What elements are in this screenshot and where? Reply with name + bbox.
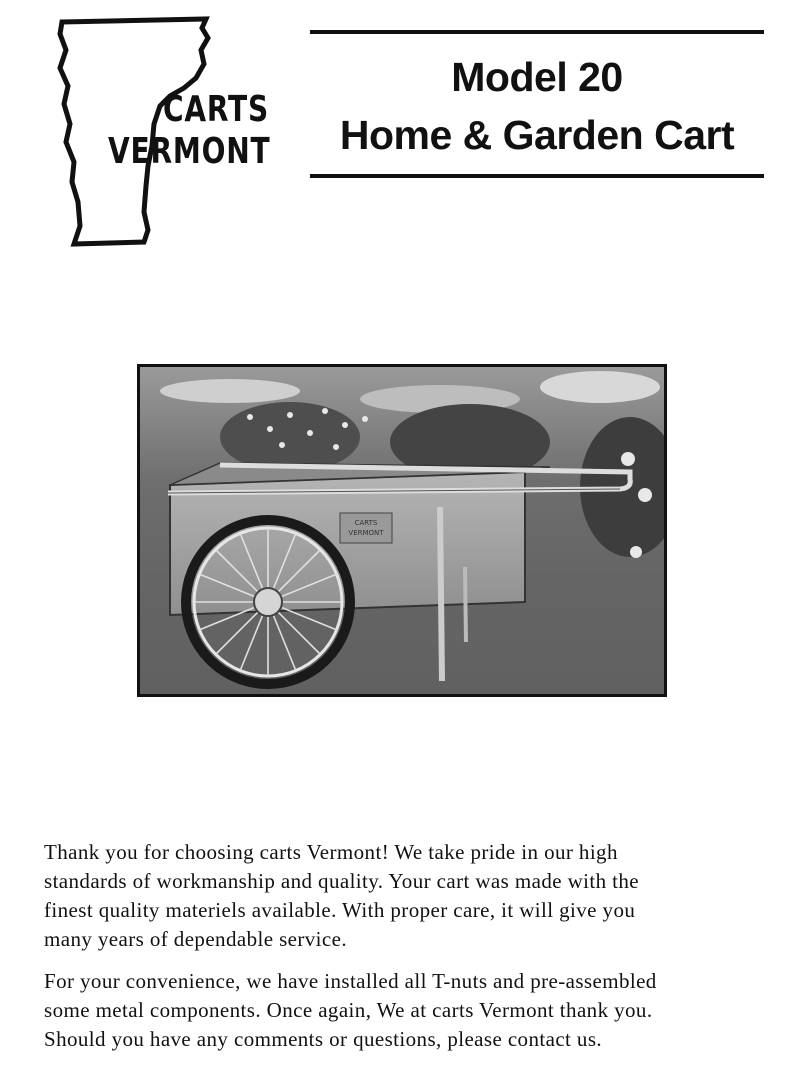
logo-text-vermont: VERMONT bbox=[108, 131, 271, 172]
title-block bbox=[310, 30, 764, 178]
rock-shape bbox=[540, 371, 660, 403]
logo-text-carts: CARTS bbox=[163, 89, 269, 130]
model-title: Model 20 bbox=[451, 54, 623, 100]
title-bottom-rule bbox=[310, 174, 764, 178]
intro-text bbox=[44, 838, 774, 1067]
intro-p1-line: finest quality materiels available. With proper care, it will give you bbox=[44, 898, 636, 922]
intro-p2-line: some metal components. Once again, We at carts Vermont thank you. bbox=[44, 998, 653, 1022]
cart-leg bbox=[440, 507, 442, 681]
cart-label-line1: CARTS bbox=[354, 519, 378, 527]
cart-label-plate bbox=[340, 513, 392, 543]
title-top-rule bbox=[310, 30, 764, 34]
intro-p1-line: Thank you for choosing carts Vermont! We take pride in our high bbox=[44, 840, 618, 864]
intro-p1-line: standards of workmanship and quality. Your cart was made with the bbox=[44, 869, 640, 893]
cart-photo bbox=[137, 364, 667, 697]
rock-shape bbox=[160, 379, 300, 403]
intro-paragraph-2 bbox=[44, 967, 774, 1054]
intro-p2-line: For your convenience, we have installed all T-nuts and pre-assembled bbox=[44, 969, 657, 993]
intro-paragraph-1 bbox=[44, 838, 774, 954]
product-title: Home & Garden Cart bbox=[339, 112, 735, 158]
cart-label-line2: VERMONT bbox=[348, 529, 384, 537]
cart-wheel bbox=[186, 520, 350, 684]
intro-p2-line: Should you have any comments or questions, please contact us. bbox=[44, 1027, 603, 1051]
intro-p1-line: many years of dependable service. bbox=[44, 927, 347, 951]
